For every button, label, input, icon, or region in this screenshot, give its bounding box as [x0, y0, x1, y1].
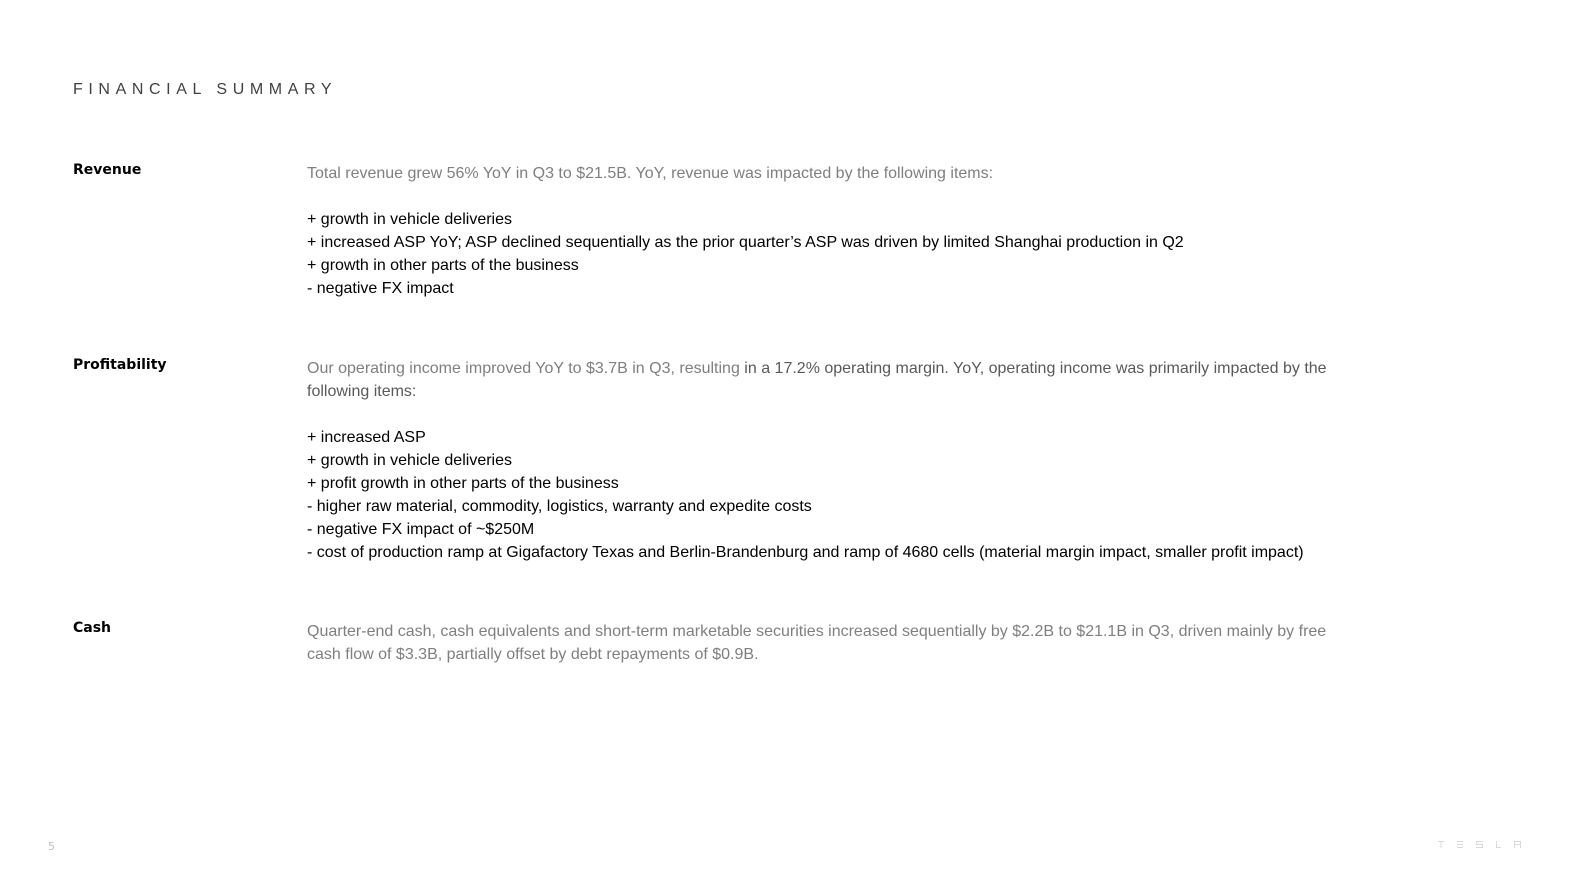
list-item: - negative FX impact of ~$250M [307, 521, 535, 538]
list-item: + profit growth in other parts of the business [307, 475, 619, 492]
page-number: 5 [48, 840, 55, 853]
profitability-bullet-list [307, 426, 1347, 564]
section-label-profitability: Profitability [73, 357, 167, 373]
list-item: - cost of production ramp at Gigafactory Texas and Berlin-Brandenburg and ramp of 4680 cells (material margin impact, smaller profit impact) [307, 544, 1304, 561]
revenue-bullet-list [307, 208, 1347, 300]
section-body-cash [307, 620, 1347, 666]
profitability-intro [307, 357, 1347, 403]
page-title: FINANCIAL SUMMARY [73, 81, 338, 98]
section-label-revenue: Revenue [73, 162, 142, 178]
profitability-intro-part1: Our operating income improved YoY to $3.7B in Q3, resulting [307, 360, 740, 377]
list-item: + growth in vehicle deliveries [307, 452, 512, 469]
section-label-cash: Cash [73, 620, 112, 636]
list-item: + growth in other parts of the business [307, 257, 579, 274]
list-item: + increased ASP YoY; ASP declined sequentially as the prior quarter’s ASP was driven by limited Shanghai production in Q2 [307, 234, 1184, 251]
list-item: - higher raw material, commodity, logistics, warranty and expedite costs [307, 498, 812, 515]
section-body-profitability [307, 357, 1347, 564]
section-body-revenue [307, 162, 1347, 300]
list-item: + growth in vehicle deliveries [307, 211, 512, 228]
list-item: + increased ASP [307, 429, 426, 446]
tesla-wordmark-icon [1438, 840, 1530, 852]
cash-intro: Quarter-end cash, cash equivalents and short-term marketable securities increased sequentially by $2.2B to $21.1B in Q3, driven mainly by free cash flow of $3.3B, partially offset by debt repayments of $0.9B. [307, 623, 1327, 663]
list-item: - negative FX impact [307, 280, 454, 297]
profitability-intro-part2: in a 17.2% operating margin. YoY, operating income was primarily impacted by the following items: [307, 360, 1327, 400]
revenue-intro: Total revenue grew 56% YoY in Q3 to $21.5B. YoY, revenue was impacted by the following items: [307, 165, 994, 182]
